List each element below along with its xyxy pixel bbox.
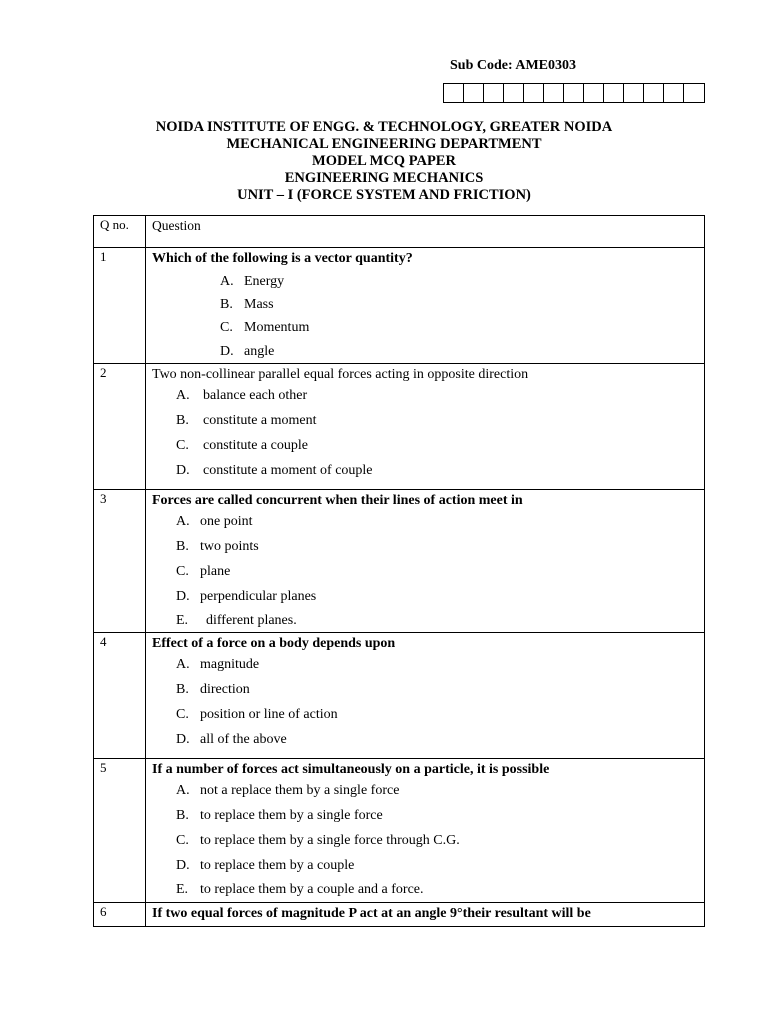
options-list (152, 509, 704, 632)
option-text: to replace them by a single force (200, 807, 383, 823)
qno-header: Q no. (94, 216, 146, 248)
option-label: E. (176, 881, 189, 897)
options-list (152, 270, 704, 363)
option-label: C. (176, 833, 189, 849)
option-label: A. (176, 513, 190, 529)
option-item (176, 803, 704, 828)
document-header (0, 119, 768, 204)
question-text: Forces are called concurrent when their lines of action meet in (152, 493, 523, 509)
option-text: not a replace them by a single force (200, 782, 400, 798)
question-row (94, 759, 705, 903)
code-box (464, 84, 484, 102)
options-list (152, 778, 704, 901)
option-text: different planes. (206, 612, 297, 628)
option-label: B. (176, 681, 189, 697)
code-box (444, 84, 464, 102)
code-box (684, 84, 704, 102)
option-label: B. (176, 412, 189, 428)
option-label: C. (176, 438, 189, 454)
paper-type: MODEL MCQ PAPER (312, 153, 456, 169)
option-text: to replace them by a single force through C.G. (200, 833, 460, 849)
option-label: B. (220, 296, 233, 312)
option-label: A. (176, 656, 190, 672)
option-item (176, 879, 704, 901)
question-number: 5 (94, 759, 146, 903)
option-item (176, 459, 704, 484)
option-text: magnitude (200, 656, 260, 672)
question-text: Two non-collinear parallel equal forces acting in opposite direction (152, 367, 529, 383)
option-item (176, 652, 704, 677)
option-text: direction (200, 681, 250, 697)
option-item (176, 677, 704, 702)
option-item (176, 408, 704, 433)
question-row (94, 633, 705, 759)
option-text: balance each other (203, 387, 308, 403)
code-box (604, 84, 624, 102)
option-label: C. (176, 707, 189, 723)
option-item (176, 509, 704, 534)
question-number: 6 (94, 903, 146, 927)
option-label: D. (176, 732, 190, 748)
option-text: perpendicular planes (200, 589, 317, 605)
option-text: Mass (244, 296, 274, 312)
options-list (152, 652, 704, 753)
department-name: MECHANICAL ENGINEERING DEPARTMENT (226, 136, 542, 152)
question-row (94, 903, 705, 927)
option-item (176, 854, 704, 879)
question-number: 3 (94, 490, 146, 633)
options-list (152, 383, 704, 484)
question-text: If two equal forces of magnitude P act at an angle 9°their resultant will be (152, 906, 591, 922)
option-text: to replace them by a couple (200, 858, 355, 874)
code-box (624, 84, 644, 102)
question-text: Which of the following is a vector quantity? (152, 251, 413, 266)
option-item (220, 293, 704, 316)
question-number: 2 (94, 364, 146, 490)
subject-name: ENGINEERING MECHANICS (284, 170, 484, 186)
question-cell (146, 903, 705, 927)
question-cell (146, 364, 705, 490)
option-text: all of the above (200, 732, 287, 748)
code-box (584, 84, 604, 102)
option-text: constitute a couple (203, 438, 308, 454)
option-label: D. (176, 589, 190, 605)
code-box (504, 84, 524, 102)
option-text: plane (200, 564, 231, 580)
code-box (544, 84, 564, 102)
question-cell (146, 248, 705, 364)
question-cell (146, 490, 705, 633)
option-item (176, 585, 704, 610)
option-label: E. (176, 612, 189, 628)
unit-title: UNIT – I (FORCE SYSTEM AND FRICTION) (237, 187, 531, 203)
option-text: constitute a moment of couple (203, 463, 373, 479)
question-number: 1 (94, 248, 146, 364)
option-item (176, 703, 704, 728)
option-item (176, 728, 704, 753)
option-item (176, 534, 704, 559)
code-box (564, 84, 584, 102)
question-row (94, 248, 705, 364)
option-text: position or line of action (200, 707, 338, 723)
code-box (644, 84, 664, 102)
option-label: D. (176, 858, 190, 874)
option-label: A. (176, 387, 190, 403)
question-text: If a number of forces act simultaneously on a particle, it is possible (152, 762, 550, 778)
option-item (176, 829, 704, 854)
code-box (484, 84, 504, 102)
option-item (176, 383, 704, 408)
option-label: D. (220, 343, 234, 359)
code-entry-boxes (443, 83, 705, 103)
option-item (176, 610, 704, 632)
option-text: Energy (244, 273, 285, 289)
option-label: C. (220, 320, 233, 336)
institute-name: NOIDA INSTITUTE OF ENGG. & TECHNOLOGY, GREATER NOIDA (155, 119, 613, 135)
option-text: angle (244, 343, 275, 359)
option-label: A. (220, 273, 234, 289)
option-label: A. (176, 782, 190, 798)
question-row (94, 490, 705, 633)
question-row (94, 364, 705, 490)
option-text: to replace them by a couple and a force. (200, 881, 424, 897)
option-item (220, 340, 704, 363)
option-item (176, 434, 704, 459)
code-box (664, 84, 684, 102)
sub-code: Sub Code: AME0303 (450, 58, 577, 73)
option-item (176, 778, 704, 803)
question-header: Question (146, 216, 705, 248)
option-label: B. (176, 807, 189, 823)
question-cell (146, 759, 705, 903)
option-item (176, 560, 704, 585)
option-text: two points (200, 538, 259, 554)
code-box (524, 84, 544, 102)
option-label: B. (176, 538, 189, 554)
question-text: Effect of a force on a body depends upon (152, 636, 396, 652)
option-item (220, 270, 704, 293)
mcq-table (93, 215, 705, 927)
option-label: C. (176, 564, 189, 580)
option-text: constitute a moment (203, 412, 317, 428)
question-cell (146, 633, 705, 759)
question-number: 4 (94, 633, 146, 759)
option-text: Momentum (244, 320, 310, 336)
option-item (220, 317, 704, 340)
table-header-row (94, 216, 705, 248)
option-label: D. (176, 463, 190, 479)
option-text: one point (200, 513, 253, 529)
